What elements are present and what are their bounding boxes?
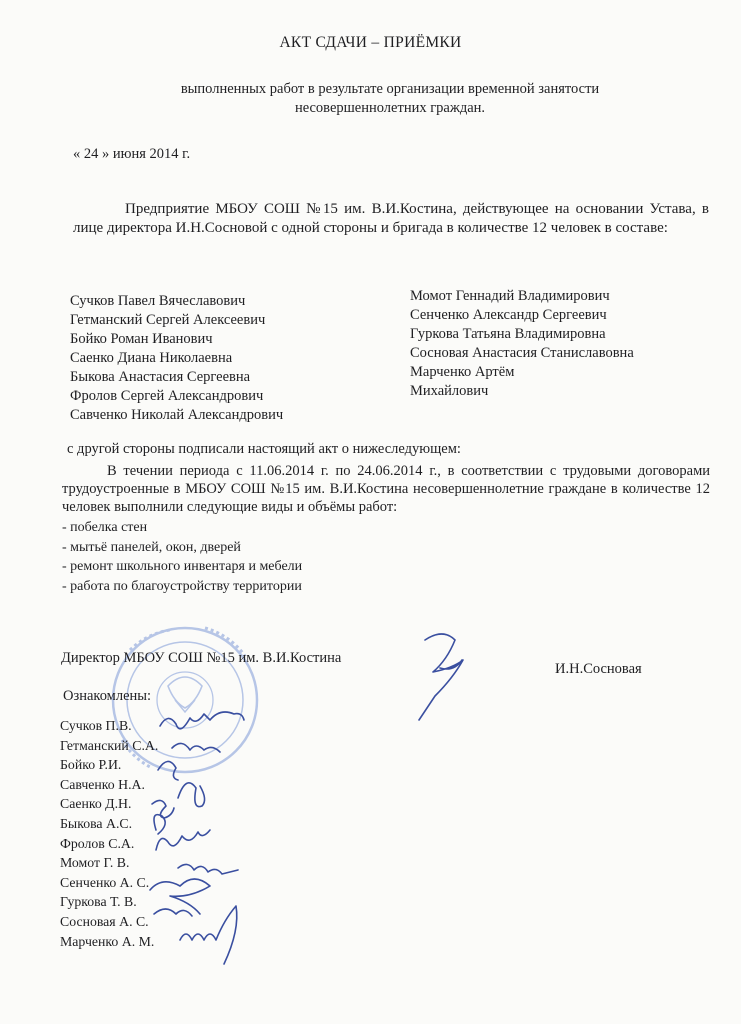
member-name: Саенко Диана Николаевна <box>70 350 233 366</box>
work-item: - мытьё панелей, окон, дверей <box>62 539 241 555</box>
member-name: Момот Геннадий Владимирович <box>410 288 610 304</box>
member-name: Марченко Артём <box>410 364 515 380</box>
signature-savchenko <box>178 783 205 807</box>
signature-marchenko <box>180 906 237 964</box>
director-name: И.Н.Сосновая <box>555 661 642 677</box>
signatory: Саенко Д.Н. <box>60 796 132 812</box>
signatory: Сучков П.В. <box>60 718 132 733</box>
signatory: Гуркова Т. В. <box>60 894 137 910</box>
member-name: Гетманский Сергей Алексеевич <box>70 312 266 328</box>
document-date: « 24 » июня 2014 г. <box>73 146 191 162</box>
signature-getmansky <box>172 743 220 752</box>
document-subtitle: выполненных работ в результате организации временной занятости несовершеннолетних граждан. <box>180 81 600 116</box>
signature-sosnovaya <box>154 909 192 916</box>
member-name: Быкова Анастасия Сергеевна <box>70 369 251 385</box>
document-title: АКТ СДАЧИ – ПРИЁМКИ <box>279 34 462 51</box>
signatory: Бойко Р.И. <box>60 757 122 773</box>
intro-paragraph: Предприятие МБОУ СОШ №15 им. В.И.Костина, действующее на основании Устава, в лице директора И.Н.Сосновой с одной стороны и бригада в количестве 12 человек в составе: <box>73 201 709 236</box>
member-name: Сучков Павел Вячеславович <box>70 293 246 309</box>
signature-boyko <box>158 761 178 780</box>
signatory: Быкова А.С. <box>60 815 133 831</box>
signatory: Гетманский С.А. <box>60 737 159 753</box>
work-item: - ремонт школьного инвентаря и мебели <box>62 559 303 574</box>
member-name: Сенченко Александр Сергеевич <box>410 307 607 323</box>
signatory: Савченко Н.А. <box>60 776 145 792</box>
member-name: Гуркова Татьяна Владимировна <box>410 326 606 342</box>
signatory: Сосновая А. С. <box>60 913 149 929</box>
member-name: Бойко Роман Иванович <box>70 331 213 347</box>
other-side-line: с другой стороны подписали настоящий акт о нижеследующем: <box>67 441 461 457</box>
member-name: Сосновая Анастасия Станиславовна <box>410 345 634 361</box>
director-line: Директор МБОУ СОШ №15 им. В.И.Костина <box>61 650 342 666</box>
acquainted-label: Ознакомлены: <box>63 688 152 704</box>
signature-suchkov <box>160 712 244 729</box>
member-name: Михайлович <box>410 383 489 399</box>
work-item: - побелка стен <box>62 520 148 535</box>
director-signature <box>419 634 463 720</box>
signature-bykova <box>154 815 165 834</box>
signatory: Момот Г. В. <box>60 855 130 871</box>
signature-senchenko <box>150 879 210 914</box>
signatory: Марченко А. М. <box>60 933 155 949</box>
member-name: Савченко Николай Александрович <box>70 407 284 423</box>
member-name: Фролов Сергей Александрович <box>70 388 264 404</box>
signature-momot <box>178 864 238 874</box>
signatory: Сенченко А. С. <box>60 874 150 890</box>
signatory: Фролов С.А. <box>60 835 135 851</box>
signature-frolov <box>156 830 210 850</box>
period-paragraph: В течении периода с 11.06.2014 г. по 24.06.2014 г., в соответствии с трудовыми договорами трудоустроенные в МБОУ СОШ №15 им. В.И.Костина несовершеннолетние граждане в количестве 12 человек выполнили следующие виды и объёмы работ: <box>62 463 710 515</box>
work-item: - работа по благоустройству территории <box>62 578 302 594</box>
